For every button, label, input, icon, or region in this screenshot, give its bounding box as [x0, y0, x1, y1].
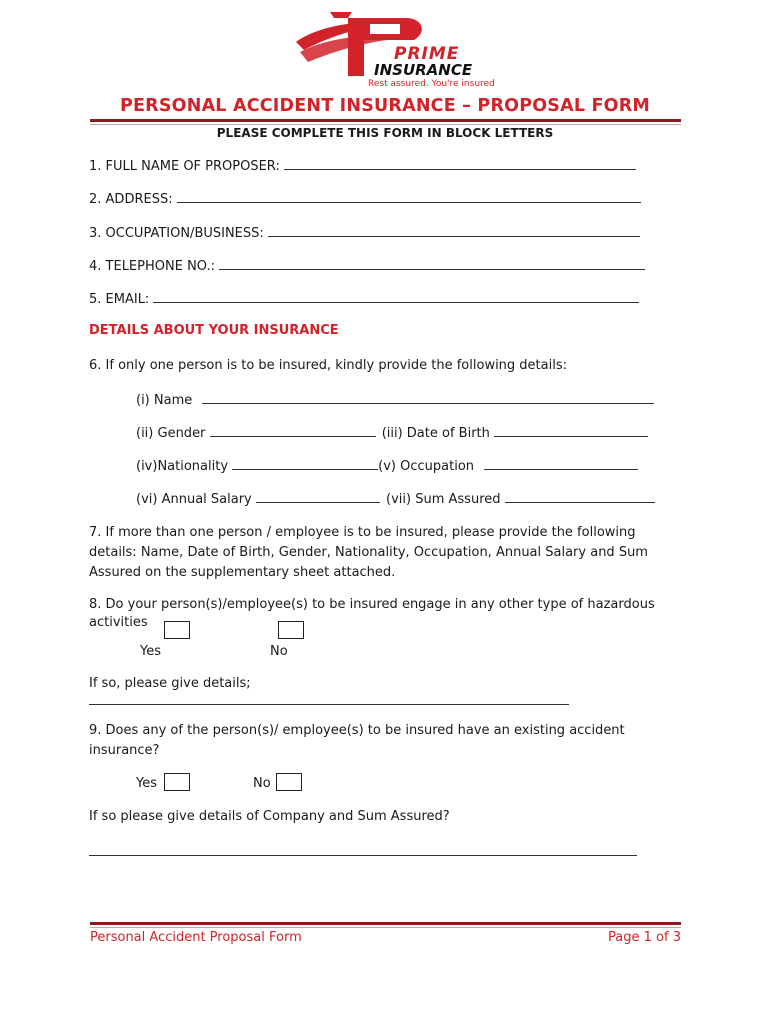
q8-line-1: 8. Do your person(s)/employee(s) to be insured engage in any other type of hazardous — [89, 597, 655, 612]
telephone-field[interactable] — [219, 257, 645, 270]
question-multiple-persons — [89, 523, 648, 583]
q6-nationality-label: (iv)Nationality — [136, 459, 229, 474]
logo — [290, 10, 495, 92]
footer-rule-thin — [90, 927, 681, 928]
q9-details-label: If so please give details of Company and Sum Assured? — [89, 809, 450, 824]
email-label: 5. EMAIL: — [89, 292, 150, 307]
q6-gender-label: (ii) Gender — [136, 426, 206, 441]
question-single-person: 6. If only one person is to be insured, kindly provide the following details: — [89, 358, 567, 373]
form-title: PERSONAL ACCIDENT INSURANCE – PROPOSAL FORM — [119, 96, 651, 116]
q6-nationality-row — [136, 457, 638, 476]
q6-nationality-field[interactable] — [232, 457, 378, 470]
telephone-label: 4. TELEPHONE NO.: — [89, 259, 216, 274]
q9-line-1: 9. Does any of the person(s)/ employee(s) to be insured have an existing accident — [89, 723, 625, 738]
footer-page-number: Page 1 of 3 — [608, 930, 681, 945]
section-heading: DETAILS ABOUT YOUR INSURANCE — [89, 323, 339, 338]
question-existing-insurance — [89, 722, 625, 760]
logo-name-line1: PRIME — [394, 44, 460, 64]
q9-yes-checkbox[interactable] — [164, 773, 190, 791]
q6-salary-row — [136, 490, 655, 509]
q8-yes-label: Yes — [140, 644, 161, 659]
address-label: 2. ADDRESS: — [89, 192, 173, 207]
q6-salary-label: (vi) Annual Salary — [136, 492, 252, 507]
question-telephone — [89, 257, 645, 276]
address-field[interactable] — [177, 190, 641, 203]
q8-no-checkbox[interactable] — [278, 621, 304, 639]
q9-details-field[interactable] — [89, 843, 637, 856]
q8-line-2: activities — [89, 615, 148, 630]
q8-no-label: No — [270, 644, 288, 659]
logo-tagline: Rest assured. You're insured — [368, 79, 495, 89]
question-full-name — [89, 157, 636, 176]
q7-line-2: details: Name, Date of Birth, Gender, Nationality, Occupation, Annual Salary and Sum — [89, 545, 648, 560]
question-email — [89, 290, 639, 309]
q6-dob-label: (iii) Date of Birth — [381, 426, 490, 441]
q7-line-3: Assured on the supplementary sheet attached. — [89, 565, 396, 580]
q9-no-label: No — [253, 776, 271, 791]
q6-sum-label: (vii) Sum Assured — [386, 492, 501, 507]
title-rule — [90, 119, 681, 122]
q7-line-1: 7. If more than one person / employee is to be insured, please provide the following — [89, 525, 636, 540]
occupation-field[interactable] — [268, 224, 640, 237]
q8-details-label: If so, please give details; — [89, 676, 251, 691]
full-name-field[interactable] — [284, 157, 636, 170]
q9-no-checkbox[interactable] — [276, 773, 302, 791]
q8-details-field[interactable] — [89, 692, 569, 705]
footer-rule — [90, 922, 681, 925]
form-instruction: PLEASE COMPLETE THIS FORM IN BLOCK LETTERS — [216, 126, 554, 140]
q6-dob-field[interactable] — [494, 424, 648, 437]
q6-name-row — [136, 391, 654, 410]
q6-salary-field[interactable] — [256, 490, 380, 503]
q8-yes-checkbox[interactable] — [164, 621, 190, 639]
footer-title: Personal Accident Proposal Form — [90, 930, 302, 945]
q9-line-2: insurance? — [89, 743, 160, 758]
q9-yes-label: Yes — [136, 776, 157, 791]
question-address — [89, 190, 641, 209]
q6-sum-field[interactable] — [505, 490, 655, 503]
logo-name-line2: INSURANCE — [374, 61, 473, 79]
q6-occupation-label: (v) Occupation — [378, 459, 475, 474]
q6-gender-field[interactable] — [210, 424, 376, 437]
q6-name-field[interactable] — [202, 391, 654, 404]
question-occupation — [89, 224, 640, 243]
email-field[interactable] — [153, 290, 639, 303]
title-rule-thin — [90, 124, 681, 125]
q6-gender-row — [136, 424, 648, 443]
q6-name-label: (i) Name — [136, 393, 193, 408]
occupation-label: 3. OCCUPATION/BUSINESS: — [89, 226, 264, 241]
q6-occupation-field[interactable] — [484, 457, 638, 470]
full-name-label: 1. FULL NAME OF PROPOSER: — [89, 159, 280, 174]
